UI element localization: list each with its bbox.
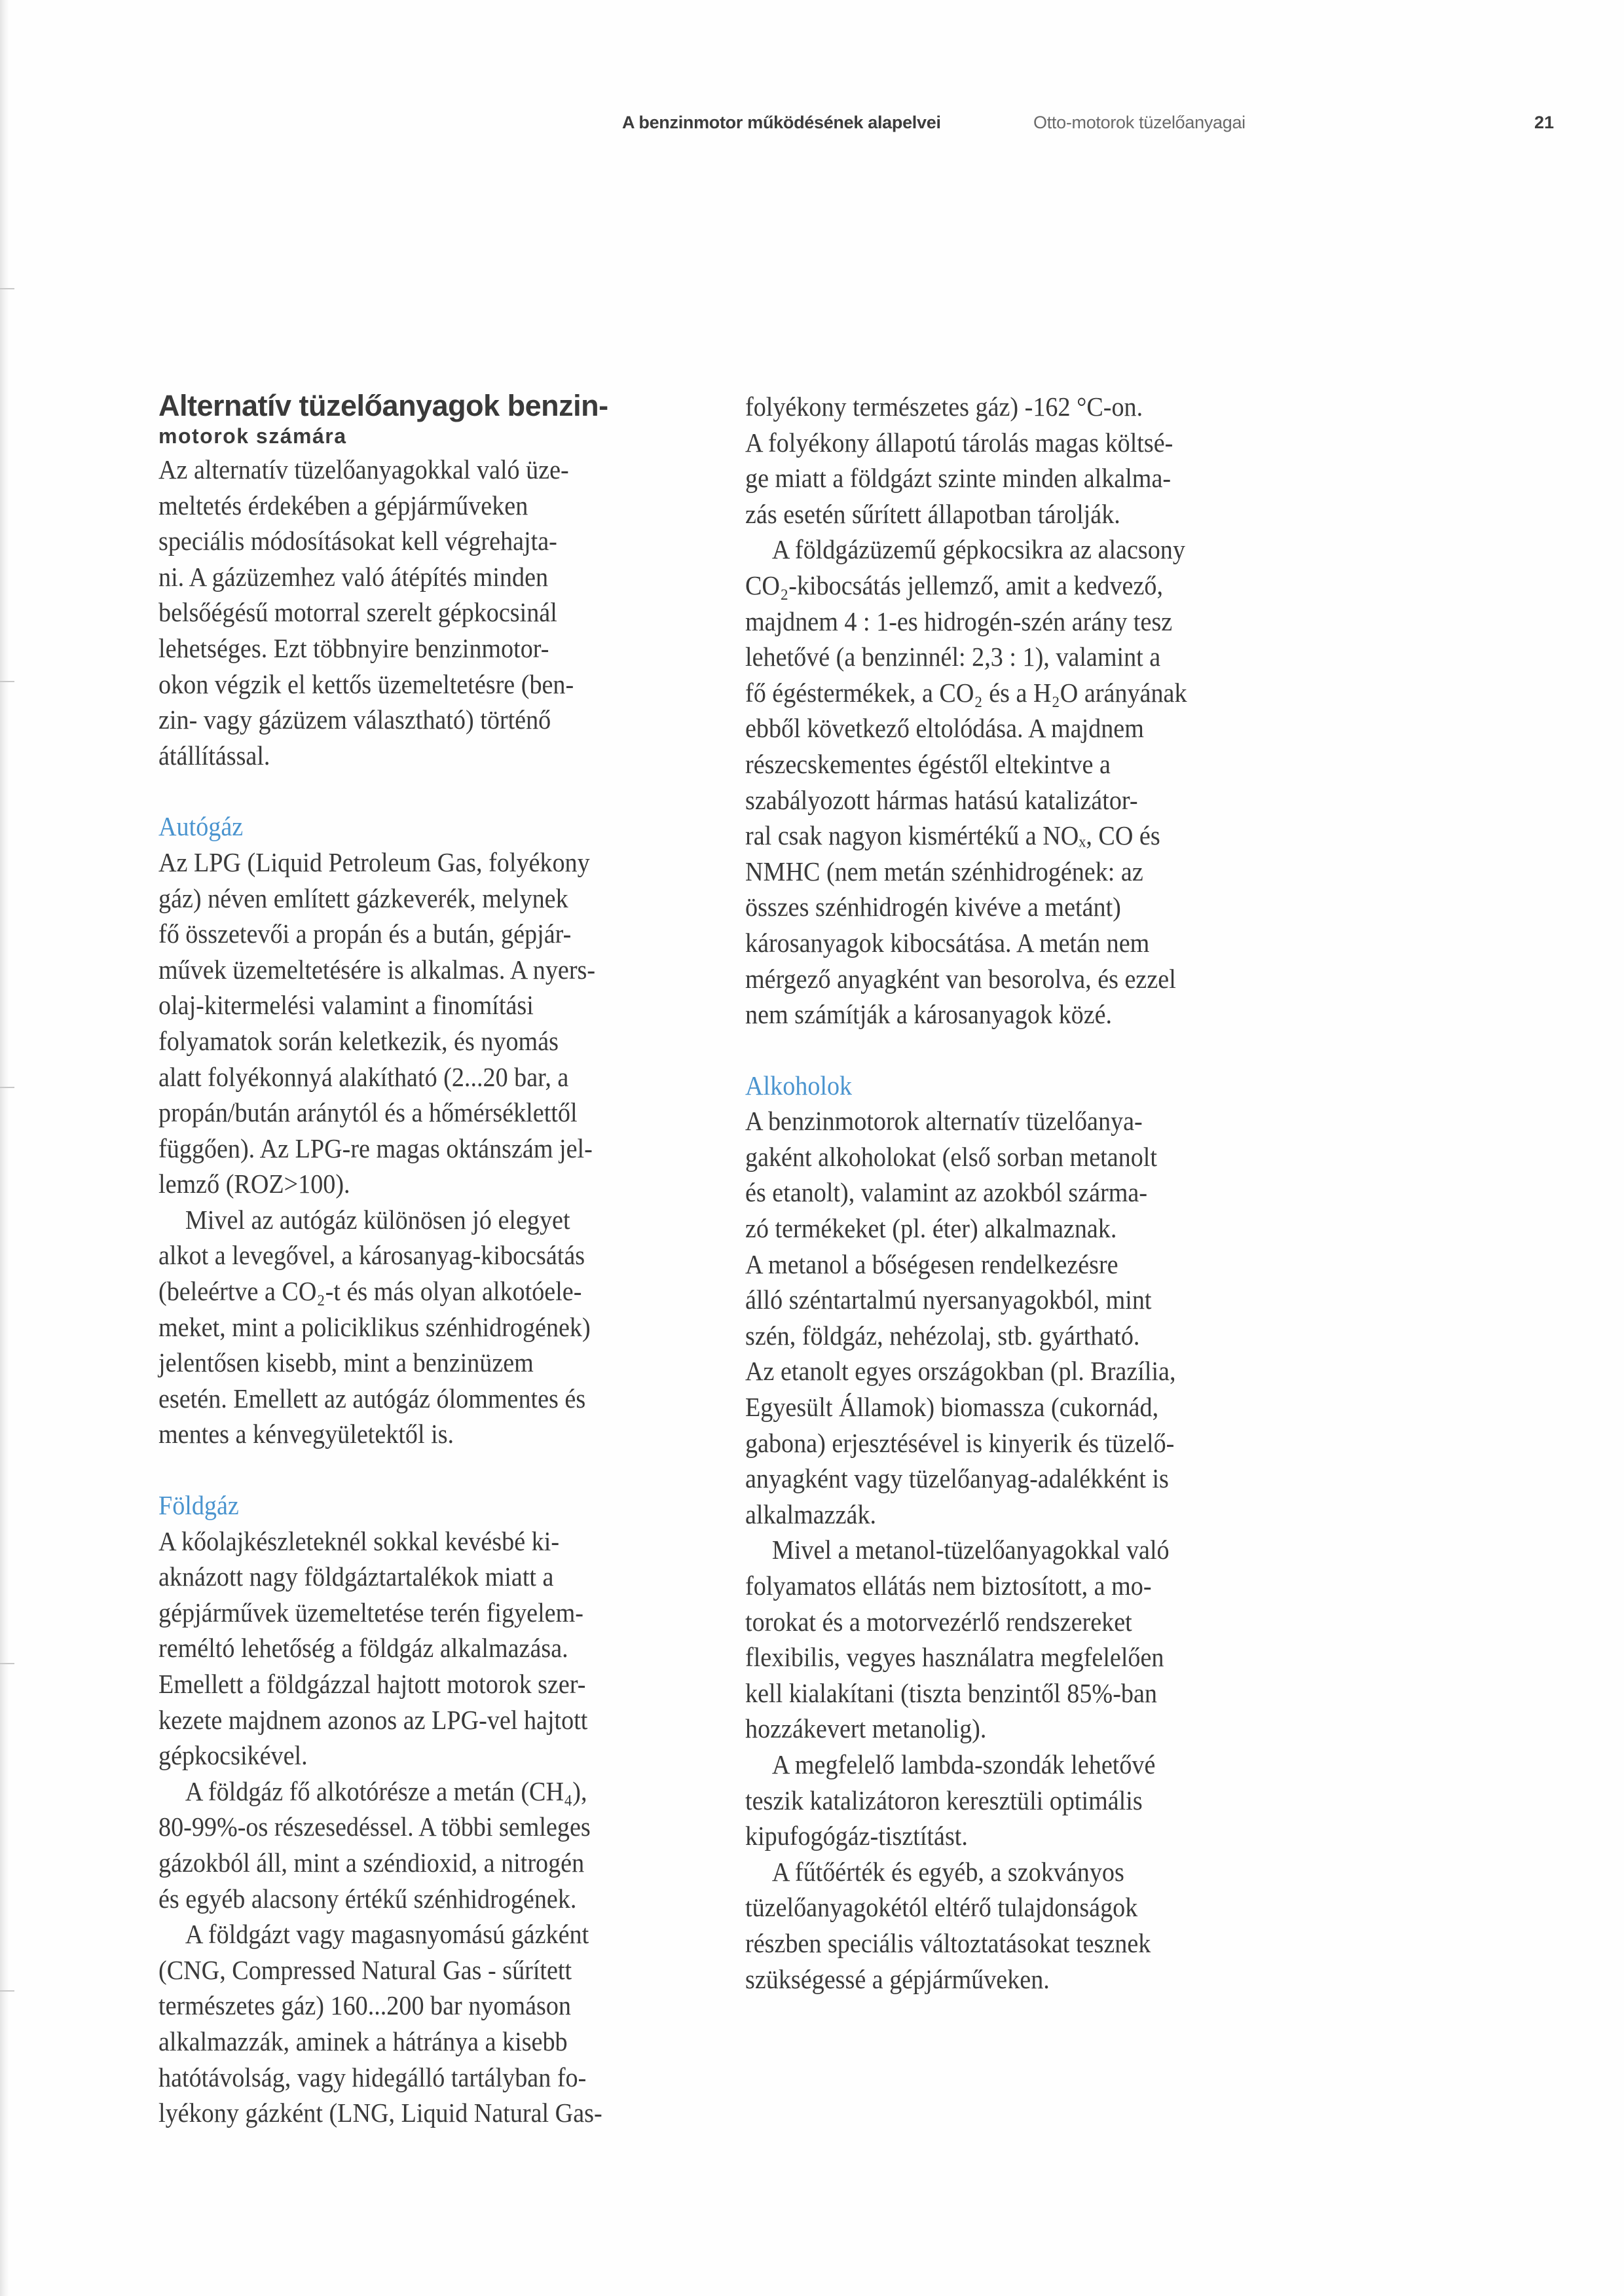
text-line: természetes gáz) 160...200 bar nyomáson xyxy=(158,1990,572,2021)
heading-line-1: Alternatív tüzelőanyagok benzin- xyxy=(158,389,608,422)
text-line: lemző (ROZ>100). xyxy=(158,1169,350,1199)
subheading-alkoholok: Alkoholok xyxy=(745,1070,853,1101)
paragraph xyxy=(158,1774,735,1916)
text-line: Mivel az autógáz különösen jó elegyet xyxy=(185,1204,570,1235)
text-line: fő égéstermékek, a CO₂ és a H₂O arányának xyxy=(745,677,1187,708)
text-line: részben speciális változtatásokat tesznek xyxy=(745,1927,1151,1958)
text-line: mentes a kénvegyületektől is. xyxy=(158,1419,454,1449)
text-line: ge miatt a földgázt szinte minden alkalma- xyxy=(745,463,1172,494)
text-line: kell kialakítani (tiszta benzintől 85%-ban xyxy=(745,1677,1157,1708)
text-line: belsőégésű motorral szerelt gépkocsinál xyxy=(158,597,557,628)
article-heading xyxy=(158,389,735,449)
text-line: nem számítják a károsanyagok közé. xyxy=(745,999,1113,1030)
text-line: zás esetén sűrített állapotban tárolják. xyxy=(745,498,1120,529)
text-line: olaj-kitermelési valamint a finomítási xyxy=(158,990,534,1021)
text-line: A megfelelő lambda-szondák lehetővé xyxy=(771,1749,1156,1779)
text-line: Az etanolt egyes országokban (pl. Brazília, xyxy=(745,1356,1176,1387)
text-line: A metanol a bőségesen rendelkezésre xyxy=(745,1248,1118,1279)
text-line: (CNG, Compressed Natural Gas - sűrített xyxy=(158,1954,572,1985)
scan-artifact xyxy=(0,1663,14,1664)
text-line: gépkocsikével. xyxy=(158,1740,308,1771)
text-line: tüzelőanyagokétól eltérő tulajdonságok xyxy=(745,1892,1138,1923)
left-column-body xyxy=(158,452,735,2131)
text-line: speciális módosításokat kell végrehajta- xyxy=(158,526,557,556)
text-line: Emellett a földgázzal hajtott motorok szer- xyxy=(158,1669,586,1699)
paragraph xyxy=(158,1202,735,1452)
text-line: folyamatok során keletkezik, és nyomás xyxy=(158,1025,559,1056)
text-line: teszik katalizátoron keresztüli optimális xyxy=(745,1785,1143,1815)
text-line: A földgázüzemű gépkocsikra az alacsony xyxy=(771,534,1185,565)
paragraph xyxy=(158,1523,735,1774)
text-line: ral csak nagyon kismértékű a NOₓ, CO és xyxy=(745,820,1160,851)
paragraph xyxy=(745,1854,1321,1997)
heading-line-2: motorok számára xyxy=(158,424,347,448)
text-line: összes szénhidrogén kivéve a metánt) xyxy=(745,892,1121,922)
text-line: gépjárművek üzemeltetése terén figyelem- xyxy=(158,1597,583,1628)
text-line: A földgázt vagy magasnyomású gázként xyxy=(185,1919,589,1950)
right-column-body xyxy=(745,389,1321,1997)
paragraph xyxy=(745,1747,1321,1854)
text-line: jelentősen kisebb, mint a benzinüzem xyxy=(158,1347,534,1378)
section-gap xyxy=(745,1032,1321,1068)
subheading-autogaz: Autógáz xyxy=(158,811,244,842)
text-line: folyékony természetes gáz) -162 °C-on. xyxy=(745,392,1143,422)
text-line: A földgáz fő alkotórésze a metán (CH₄), xyxy=(185,1776,587,1806)
text-line: alkot a levegővel, a károsanyag-kibocsátás xyxy=(158,1240,585,1271)
text-line: reméltó lehetőség a földgáz alkalmazása. xyxy=(158,1633,568,1664)
text-line: alkalmazzák, aminek a hátránya a kisebb xyxy=(158,2026,568,2056)
scan-artifact xyxy=(0,1990,14,1992)
right-column xyxy=(745,389,1321,1997)
text-line: szükségessé a gépjárműveken. xyxy=(745,1963,1050,1994)
text-line: kezete majdnem azonos az LPG-vel hajtott xyxy=(158,1704,588,1735)
text-line: esetén. Emellett az autógáz ólommentes és xyxy=(158,1383,586,1413)
text-line: meket, mint a policiklikus szénhidrogének) xyxy=(158,1311,591,1342)
paragraph xyxy=(745,532,1321,1032)
text-line: A fűtőérték és egyéb, a szokványos xyxy=(771,1856,1124,1887)
scan-artifact xyxy=(0,681,14,682)
text-line: ni. A gázüzemhez való átépítés minden xyxy=(158,561,549,592)
text-line: álló széntartalmú nyersanyagokból, mint xyxy=(745,1285,1152,1315)
text-line: károsanyagok kibocsátása. A metán nem xyxy=(745,927,1150,958)
text-line: aknázott nagy földgáztartalékok miatt a xyxy=(158,1561,554,1592)
section-gap xyxy=(158,1452,735,1487)
text-line: lyékony gázként (LNG, Liquid Natural Gas- xyxy=(158,2098,602,2128)
text-line: lehetséges. Ezt többnyire benzinmotor- xyxy=(158,632,549,663)
text-line: propán/bután aránytól és a hőmérséklettől xyxy=(158,1097,578,1128)
text-line: CO₂-kibocsátás jellemző, amit a kedvező, xyxy=(745,570,1163,600)
text-line: torokat és a motorvezérlő rendszereket xyxy=(745,1606,1132,1637)
running-head xyxy=(0,105,1624,144)
text-line: hozzákevert metanolig). xyxy=(745,1713,987,1744)
text-line: és etanolt), valamint az azokból szárma- xyxy=(745,1177,1148,1208)
text-line: zin- vagy gázüzem választható) történő xyxy=(158,704,551,735)
text-line: (beleértve a CO₂-t és más olyan alkotóele- xyxy=(158,1276,582,1307)
paragraph xyxy=(158,1916,735,2131)
text-line: gáz) néven említett gázkeverék, melynek xyxy=(158,883,568,913)
page-number: 21 xyxy=(1534,113,1555,132)
text-line: meltetés érdekében a gépjárműveken xyxy=(158,490,528,520)
paragraph xyxy=(745,1103,1321,1532)
text-line: zó termékeket (pl. éter) alkalmaznak. xyxy=(745,1213,1117,1244)
text-line: fő összetevői a propán és a bután, gépjár- xyxy=(158,919,572,949)
text-line: hatótávolság, vagy hidegálló tartályban fo- xyxy=(158,2062,587,2092)
text-line: Az LPG (Liquid Petroleum Gas, folyékony xyxy=(158,847,590,877)
text-line: Mivel a metanol-tüzelőanyagokkal való xyxy=(771,1535,1170,1565)
text-line: gaként alkoholokat (első sorban metanolt xyxy=(745,1141,1157,1172)
paragraph xyxy=(745,1532,1321,1747)
scan-edge-shadow xyxy=(0,0,9,2296)
text-line: A benzinmotorok alternatív tüzelőanya- xyxy=(745,1106,1143,1137)
text-line: ebből következő eltolódása. A majdnem xyxy=(745,713,1144,744)
text-line: alkalmazzák. xyxy=(745,1499,877,1529)
text-line: A folyékony állapotú tárolás magas költsé- xyxy=(745,427,1173,458)
chapter-title: A benzinmotor működésének alapelvei xyxy=(622,113,941,132)
paragraph xyxy=(158,452,735,773)
text-line: okon végzik el kettős üzemeltetésre (ben- xyxy=(158,668,574,699)
text-line: flexibilis, vegyes használatra megfelelően xyxy=(745,1642,1164,1673)
text-line: szabályozott hármas hatású katalizátor- xyxy=(745,784,1138,815)
text-line: Egyesült Államok) biomassza (cukornád, xyxy=(745,1392,1159,1423)
text-line: 80-99%-os részesedéssel. A többi semleges xyxy=(158,1812,591,1842)
text-line: és egyéb alacsony értékű szénhidrogének. xyxy=(158,1883,577,1914)
text-line: A kőolajkészleteknél sokkal kevésbé ki- xyxy=(158,1525,560,1556)
text-line: szén, földgáz, nehézolaj, stb. gyártható. xyxy=(745,1320,1140,1351)
section-gap xyxy=(158,773,735,809)
text-line: majdnem 4 : 1-es hidrogén-szén arány tesz xyxy=(745,606,1173,636)
left-column xyxy=(158,389,735,2131)
subheading-foldgaz: Földgáz xyxy=(158,1490,239,1521)
text-line: átállítással. xyxy=(158,740,270,771)
paragraph xyxy=(158,845,735,1202)
paragraph xyxy=(745,389,1321,532)
text-line: alatt folyékonnyá alakítható (2...20 bar, a xyxy=(158,1061,569,1092)
text-line: anyagként vagy tüzelőanyag-adalékként is xyxy=(745,1463,1169,1494)
text-line: gázokból áll, mint a széndioxid, a nitrogén xyxy=(158,1847,585,1878)
text-line: gabona) erjesztésével is kinyerik és tüzelő- xyxy=(745,1427,1175,1458)
text-line: részecskementes égéstől eltekintve a xyxy=(745,748,1111,779)
text-line: függően). Az LPG-re magas oktánszám jel- xyxy=(158,1133,593,1163)
text-line: lehetővé (a benzinnél: 2,3 : 1), valamint a xyxy=(745,642,1161,672)
text-line: művek üzemeltetésére is alkalmas. A nyers- xyxy=(158,954,596,985)
section-title: Otto-motorok tüzelőanyagai xyxy=(1033,113,1246,132)
text-line: kipufogógáz-tisztítást. xyxy=(745,1821,968,1851)
scan-artifact xyxy=(0,288,14,289)
text-line: NMHC (nem metán szénhidrogének: az xyxy=(745,856,1143,886)
text-line: mérgező anyagként van besorolva, és ezzel xyxy=(745,963,1176,994)
scan-artifact xyxy=(0,1087,14,1088)
text-line: folyamatos ellátás nem biztosított, a mo- xyxy=(745,1571,1152,1601)
text-line: Az alternatív tüzelőanyagokkal való üze- xyxy=(158,454,569,484)
